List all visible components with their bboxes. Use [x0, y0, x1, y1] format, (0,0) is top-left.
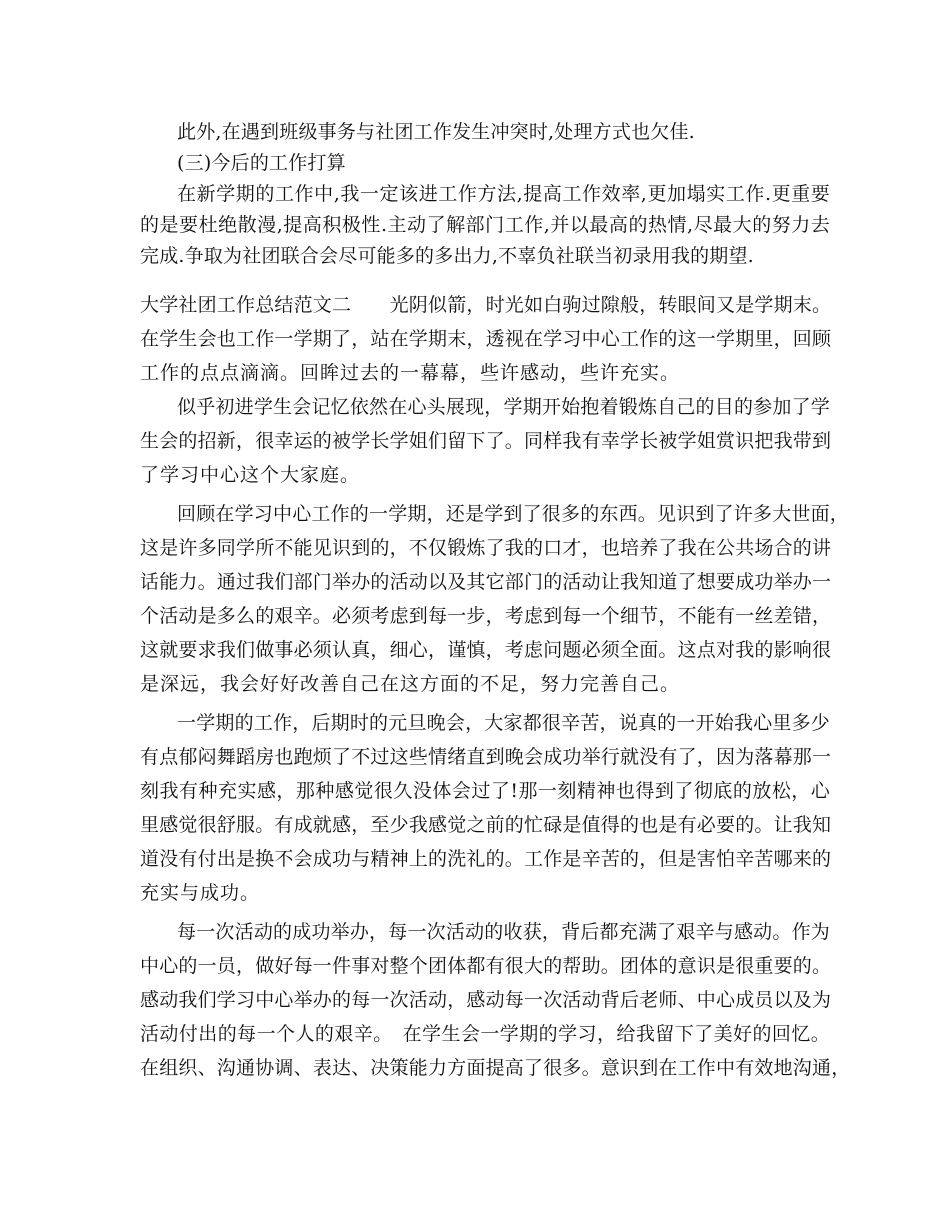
text-line: 大学社团工作总结范文二 光阴似箭，时光如白驹过隙般，转眼间又是学期末。 [140, 294, 832, 316]
text-line: 个活动是多么的艰辛。必须考虑到每一步，考虑到每一个细节，不能有一丝差错， [140, 605, 832, 627]
text-line: 在新学期的工作中,我一定该进工作方法,提高工作效率,更加塌实工作.更重要 [177, 183, 830, 205]
text-line: 一学期的工作，后期时的元旦晚会，大家都很辛苦，说真的一开始我心里多少 [177, 712, 830, 734]
text-line: 在组织、沟通协调、表达、决策能力方面提高了很多。意识到在工作中有效地沟通， [140, 1057, 851, 1079]
text-line: 了学习中心这个大家庭。 [140, 464, 361, 486]
text-line: 是深远，我会好好改善自己在这方面的不足，努力完善自己。 [140, 673, 681, 695]
text-line: 在学生会也工作一学期了，站在学期末，透视在学习中心工作的这一学期里，回顾 [140, 328, 832, 350]
text-line: 刻我有种充实感，那种感觉很久没体会过了!那一刻精神也得到了彻底的放松，心 [140, 780, 830, 802]
text-line: 这就要求我们做事必须认真，细心，谨慎，考虑问题必须全面。这点对我的影响很 [140, 639, 832, 661]
text-line: 似乎初进学生会记忆依然在心头展现，学期开始抱着锻炼自己的目的参加了学 [177, 396, 830, 418]
text-line: 生会的招新，很幸运的被学长学姐们留下了。同样我有幸学长被学姐赏识把我带到 [140, 430, 832, 452]
text-line: 此外,在遇到班级事务与社团工作发生冲突时,处理方式也欠佳. [177, 121, 695, 143]
text-line: 道没有付出是换不会成功与精神上的洗礼的。工作是辛苦的，但是害怕辛苦哪来的 [140, 848, 832, 870]
text-line: 这是许多同学所不能见识到的，不仅锻炼了我的口才，也培养了我在公共场合的讲 [140, 537, 832, 559]
text-line: 里感觉很舒服。有成就感，至少我感觉之前的忙碌是值得的也是有必要的。让我知 [140, 814, 832, 836]
text-line: 每一次活动的成功举办，每一次活动的收获，背后都充满了艰辛与感动。作为 [177, 921, 830, 943]
text-line: 工作的点点滴滴。回眸过去的一幕幕，些许感动，些许充实。 [140, 362, 681, 384]
text-line: 充实与成功。 [140, 882, 261, 904]
text-line: 完成.争取为社团联合会尽可能多的多出力,不辜负社联当初录用我的期望. [140, 245, 754, 267]
text-line: 感动我们学习中心举办的每一次活动，感动每一次活动背后老师、中心成员以及为 [140, 989, 832, 1011]
section-heading: (三)今后的工作打算 [177, 152, 346, 174]
text-line: 活动付出的每一个人的艰辛。 在学生会一学期的学习，给我留下了美好的回忆。 [140, 1023, 830, 1045]
text-line: 的是要杜绝散漫,提高积极性.主动了解部门工作,并以最高的热情,尽最大的努力去 [140, 214, 830, 236]
text-line: 有点郁闷舞蹈房也跑烦了不过这些情绪直到晚会成功举行就没有了，因为落幕那一 [140, 746, 832, 768]
text-line: 回顾在学习中心工作的一学期，还是学到了很多的东西。见识到了许多大世面， [177, 503, 850, 525]
text-line: 话能力。通过我们部门举办的活动以及其它部门的活动让我知道了想要成功举办一 [140, 571, 832, 593]
text-line: 中心的一员，做好每一件事对整个团体都有很大的帮助。团体的意识是很重要的。 [140, 955, 832, 977]
